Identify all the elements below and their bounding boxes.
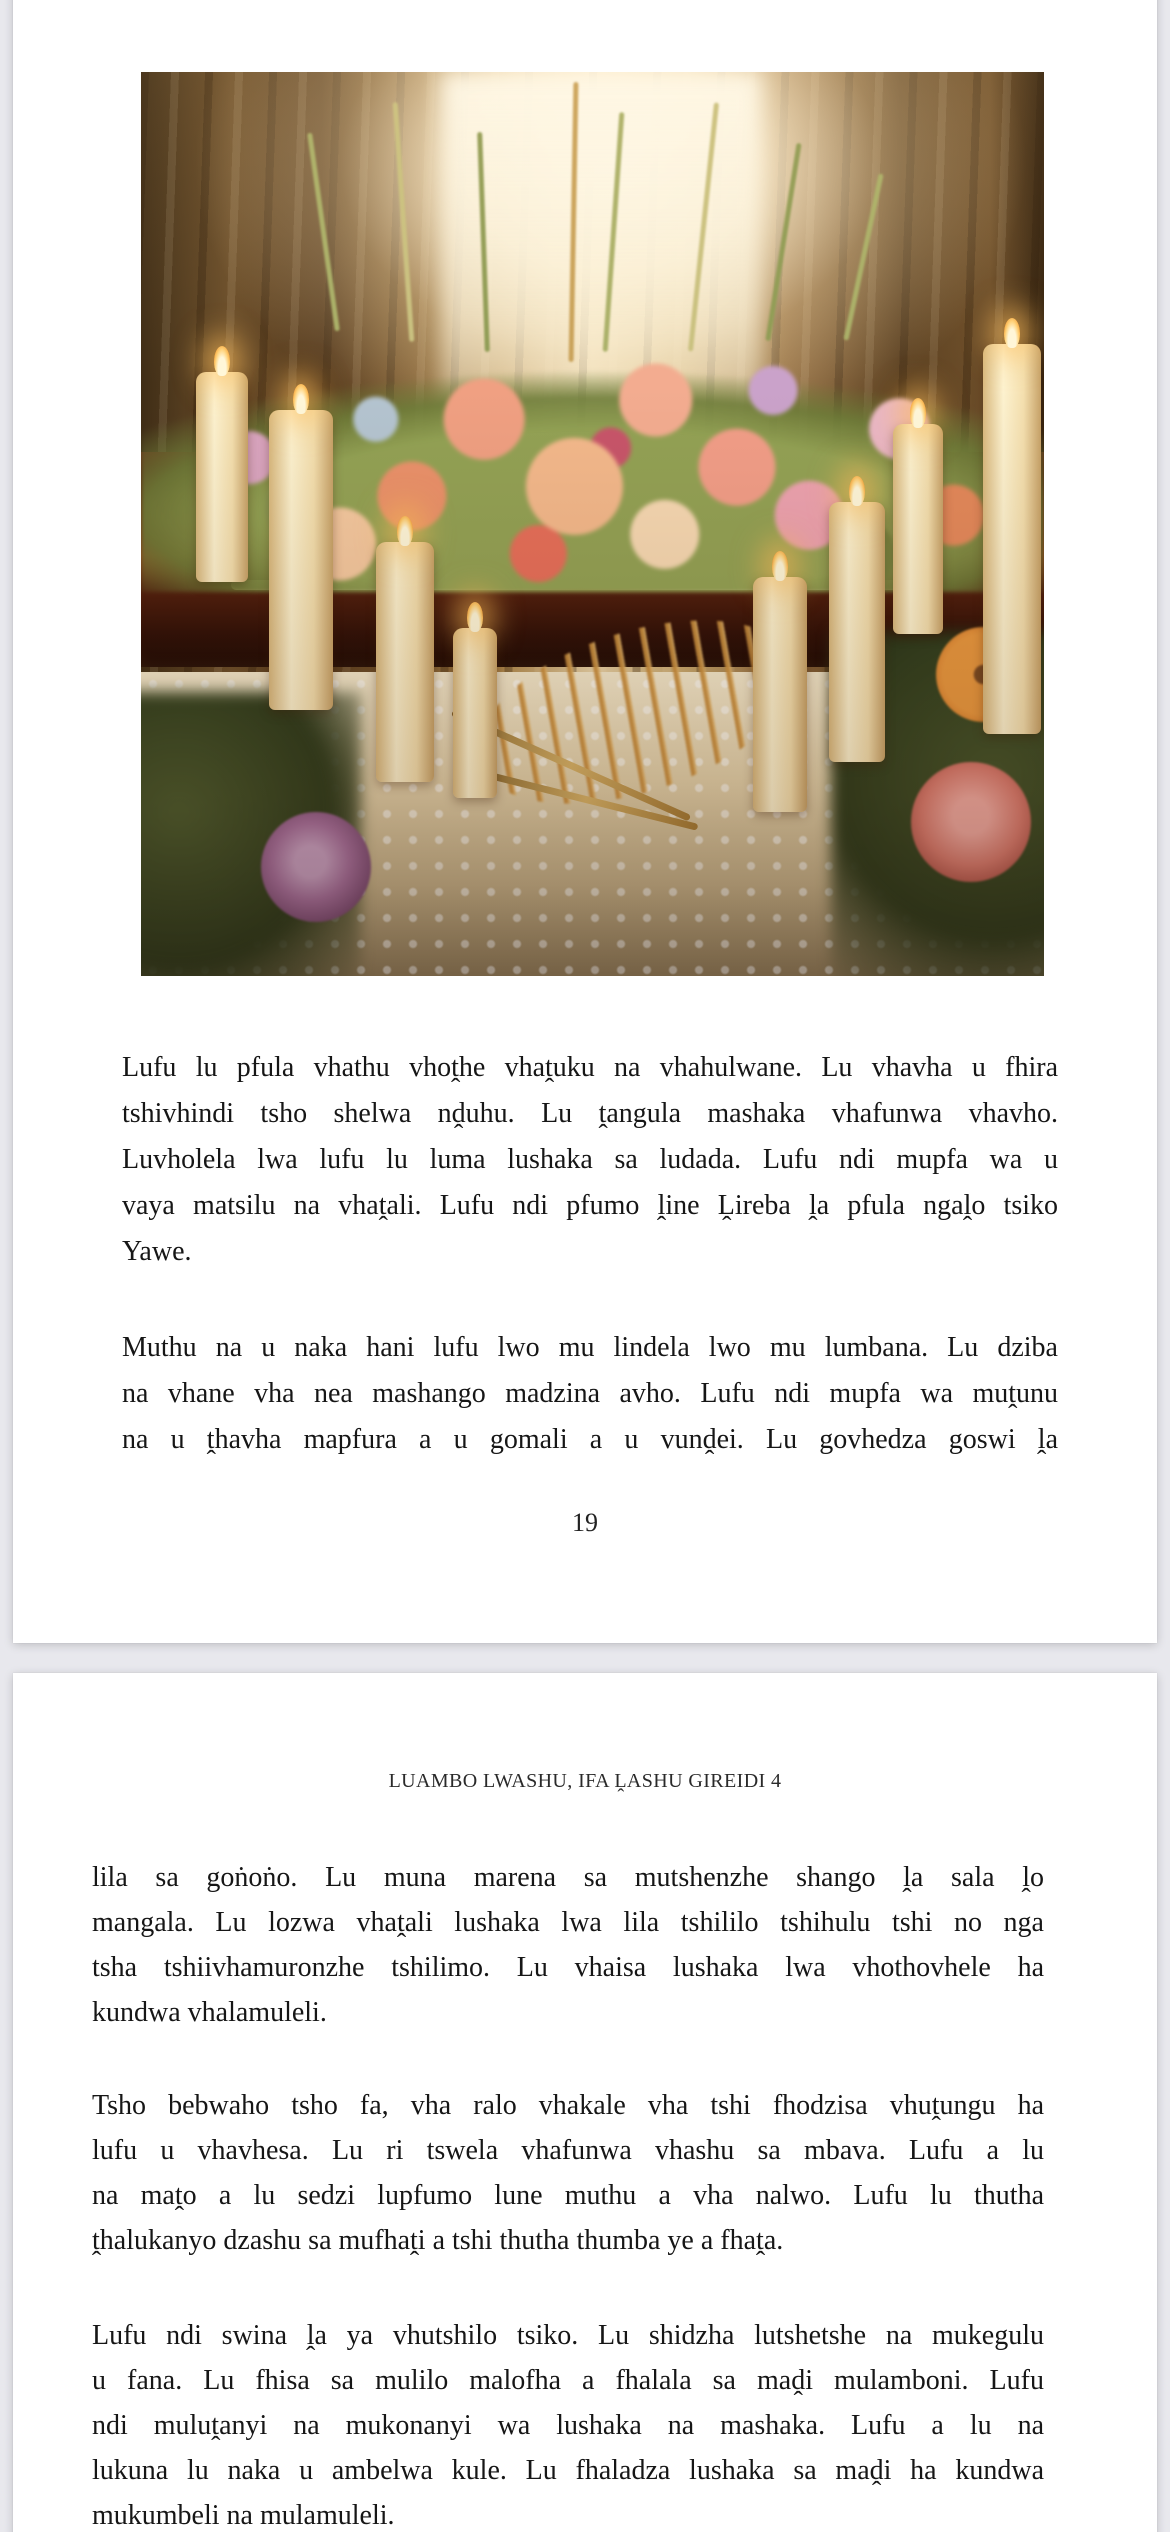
- page-19-card: [13, 0, 1157, 1643]
- paragraph: [92, 2090, 1044, 2270]
- body-line: u fana. Lu fhisa sa mulilo malofha a fhalala sa maḓi mulamboni. Lufu: [92, 2365, 1044, 2396]
- body-line: na u ṱhavha mapfura a u gomali a u vunḓei. Lu govhedza goswi ḽa: [122, 1424, 1058, 1455]
- body-line: Tsho bebwaho tsho fa, vha ralo vhakale vha tshi fhodzisa vhuṱungu ha: [92, 2090, 1044, 2121]
- page-number: 19: [572, 1508, 598, 1537]
- body-line: Lufu lu pfula vhathu vhoṱhe vhaṱuku na vhahulwane. Lu vhavha u fhira: [122, 1052, 1058, 1083]
- body-line: ndi muluṱanyi na mukonanyi wa lushaka na mashaka. Lufu a lu na: [92, 2410, 1044, 2441]
- body-line: tshivhindi tsho shelwa nḓuhu. Lu ṱangula mashaka vhafunwa vhavho.: [122, 1098, 1058, 1129]
- body-line: Lufu ndi swina ḽa ya vhutshilo tsiko. Lu shidzha lutshetshe na mukegulu: [92, 2320, 1044, 2351]
- body-line: lukuna lu naka u ambelwa kule. Lu fhaladza lushaka sa maḓi ha kundwa: [92, 2455, 1044, 2486]
- body-line: mangala. Lu lozwa vhaṱali lushaka lwa lila tshililo tshihulu tshi no nga: [92, 1907, 1044, 1938]
- body-line: Muthu na u naka hani lufu lwo mu lindela lwo mu lumbana. Lu dziba: [122, 1332, 1058, 1363]
- body-line: na maṱo a lu sedzi lupfumo lune muthu a vha nalwo. Lufu lu thutha: [92, 2180, 1044, 2211]
- paragraph: [92, 1862, 1044, 2042]
- body-line: vaya matsilu na vhaṱali. Lufu ndi pfumo ḽine Ḽireba ḽa pfula ngaḽo tsiko: [122, 1190, 1058, 1221]
- paragraph: [92, 2320, 1044, 2532]
- body-line: ṱhalukanyo dzashu sa mufhaṱi a tshi thutha thumba ye a fhaṱa.: [92, 2225, 784, 2256]
- body-line: lila sa goṅoṅo. Lu muna marena sa mutshenzhe shango ḽa sala ḽo: [92, 1862, 1044, 1893]
- paragraph: [122, 1052, 1058, 1282]
- body-line: tsha tshiivhamuronzhe tshilimo. Lu vhaisa lushaka lwa vhothovhele ha: [92, 1952, 1044, 1983]
- funeral-photo: [141, 72, 1044, 976]
- body-line: Luvholela lwa lufu lu luma lushaka sa ludada. Lufu ndi mupfa wa u: [122, 1144, 1058, 1175]
- paragraph: [122, 1332, 1058, 1470]
- photo-tone-overlay: [141, 72, 1044, 976]
- page-20-card: [13, 1673, 1157, 2532]
- body-line: na vhane vha nea mashango madzina avho. Lufu ndi mupfa wa muṱunu: [122, 1378, 1058, 1409]
- body-line: lufu u vhavhesa. Lu ri tswela vhafunwa vhashu sa mbava. Lufu a lu: [92, 2135, 1044, 2166]
- body-line: Yawe.: [122, 1236, 192, 1267]
- body-line: mukumbeli na mulamuleli.: [92, 2500, 395, 2531]
- running-header: LUAMBO LWASHU, IFA ḼASHU GIREIDI 4: [388, 1770, 782, 1792]
- body-line: kundwa vhalamuleli.: [92, 1997, 327, 2028]
